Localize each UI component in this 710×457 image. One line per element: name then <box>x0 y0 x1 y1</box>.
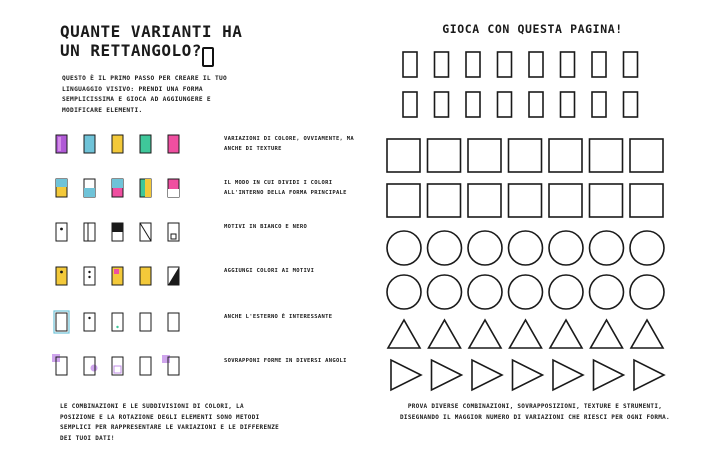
practice-circle[interactable] <box>387 275 421 309</box>
practice-square[interactable] <box>468 139 501 172</box>
practice-triangle[interactable] <box>429 320 461 348</box>
page-title: QUANTE VARIANTI HA UN RETTANGOLO? <box>60 22 243 60</box>
practice-rectangle[interactable] <box>435 92 449 117</box>
practice-triangle-right[interactable] <box>432 360 462 390</box>
practice-square[interactable] <box>428 184 461 217</box>
color-variations-swatches <box>48 132 188 156</box>
practice-circle[interactable] <box>428 275 462 309</box>
practice-square[interactable] <box>549 184 582 217</box>
practice-square[interactable] <box>509 139 542 172</box>
row-label: ANCHE L'ESTERNO È INTERESSANTE <box>224 314 333 320</box>
row-label: VARIAZIONI DI COLORE, OVVIAMENTE, MA ANCHE DI TEXTURE <box>224 136 355 152</box>
intro-text: QUESTO È IL PRIMO PASSO PER CREARE IL TUO LINGUAGGIO VISIVO: PRENDI UNA FORMA SEMPLICISSIMA E GIOCA AD AGGIUNGERE E MODIFICARE ELEMENTI. <box>62 75 228 114</box>
left-footer-text: LE COMBINAZIONI E LE SUDDIVISIONI DI COLORI, LA POSIZIONE E LA ROTAZIONE DEGLI ELEMENTI SONO METODI SEMPLICI PER RAPPRESENTARE LE VARIAZIONI E LE DIFFERENZE DEI TUOI DATI! <box>60 403 280 442</box>
practice-rectangle[interactable] <box>403 92 417 117</box>
page-title: GIOCA CON QUESTA PAGINA! <box>442 22 623 36</box>
practice-rectangle[interactable] <box>466 92 480 117</box>
practice-triangle[interactable] <box>631 320 663 348</box>
divided-colors-swatches <box>48 176 188 200</box>
practice-square[interactable] <box>630 139 663 172</box>
practice-rectangle[interactable] <box>624 92 638 117</box>
practice-triangle-right[interactable] <box>553 360 583 390</box>
overlapping-shapes-swatches <box>48 354 188 378</box>
practice-rectangle[interactable] <box>561 52 575 77</box>
variant-row-colormotif <box>48 264 348 288</box>
practice-triangle[interactable] <box>550 320 582 348</box>
row-label: SOVRAPPONI FORME IN DIVERSI ANGOLI <box>224 358 347 364</box>
variant-row-overlap <box>48 354 348 378</box>
practice-triangle[interactable] <box>591 320 623 348</box>
practice-rectangle[interactable] <box>498 92 512 117</box>
practice-square[interactable] <box>387 184 420 217</box>
practice-triangle[interactable] <box>388 320 420 348</box>
practice-square[interactable] <box>468 184 501 217</box>
practice-rectangle[interactable] <box>435 52 449 77</box>
colored-motifs-swatches <box>48 264 188 288</box>
practice-shapes-grid <box>355 0 710 400</box>
black-white-motifs-swatches <box>48 220 188 244</box>
practice-rectangle[interactable] <box>529 92 543 117</box>
practice-circle[interactable] <box>509 231 543 265</box>
practice-circle[interactable] <box>509 275 543 309</box>
right-footer-text: PROVA DIVERSE COMBINAZIONI, SOVRAPPOSIZIONI, TEXTURE E STRUMENTI, DISEGNANDO IL MAGGIOR NUMERO DI VARIAZIONI CHE RIESCI PER OGNI FORMA. <box>400 403 670 421</box>
practice-circle[interactable] <box>630 275 664 309</box>
practice-circle[interactable] <box>590 275 624 309</box>
variant-row-bw <box>48 220 348 244</box>
practice-square[interactable] <box>590 139 623 172</box>
rectangle-icon <box>202 47 214 67</box>
row-label: MOTIVI IN BIANCO E NERO <box>224 224 308 230</box>
practice-rectangle[interactable] <box>529 52 543 77</box>
practice-square[interactable] <box>549 139 582 172</box>
practice-circle[interactable] <box>630 231 664 265</box>
practice-triangle-right[interactable] <box>634 360 664 390</box>
practice-rectangle[interactable] <box>403 52 417 77</box>
practice-triangle-right[interactable] <box>472 360 502 390</box>
practice-rectangle[interactable] <box>624 52 638 77</box>
practice-triangle[interactable] <box>469 320 501 348</box>
practice-circle[interactable] <box>428 231 462 265</box>
practice-rectangle[interactable] <box>498 52 512 77</box>
outside-variations-swatches <box>48 310 188 334</box>
practice-rectangle[interactable] <box>466 52 480 77</box>
practice-circle[interactable] <box>549 231 583 265</box>
practice-triangle-right[interactable] <box>391 360 421 390</box>
practice-square[interactable] <box>387 139 420 172</box>
practice-triangle[interactable] <box>510 320 542 348</box>
practice-rectangle[interactable] <box>592 92 606 117</box>
variant-row-outside <box>48 310 348 334</box>
practice-rectangle[interactable] <box>592 52 606 77</box>
practice-square[interactable] <box>630 184 663 217</box>
practice-rectangle[interactable] <box>561 92 575 117</box>
practice-circle[interactable] <box>387 231 421 265</box>
practice-triangle-right[interactable] <box>513 360 543 390</box>
practice-square[interactable] <box>428 139 461 172</box>
practice-square[interactable] <box>509 184 542 217</box>
practice-circle[interactable] <box>590 231 624 265</box>
practice-circle[interactable] <box>468 275 502 309</box>
row-label: IL MODO IN CUI DIVIDI I COLORI ALL'INTERNO DELLA FORMA PRINCIPALE <box>224 180 347 196</box>
variant-row-divide <box>48 176 348 200</box>
practice-circle[interactable] <box>468 231 502 265</box>
practice-square[interactable] <box>590 184 623 217</box>
practice-triangle-right[interactable] <box>594 360 624 390</box>
variant-row-color <box>48 132 355 156</box>
right-page <box>355 0 710 457</box>
row-label: AGGIUNGI COLORI AI MOTIVI <box>224 268 315 274</box>
practice-circle[interactable] <box>549 275 583 309</box>
